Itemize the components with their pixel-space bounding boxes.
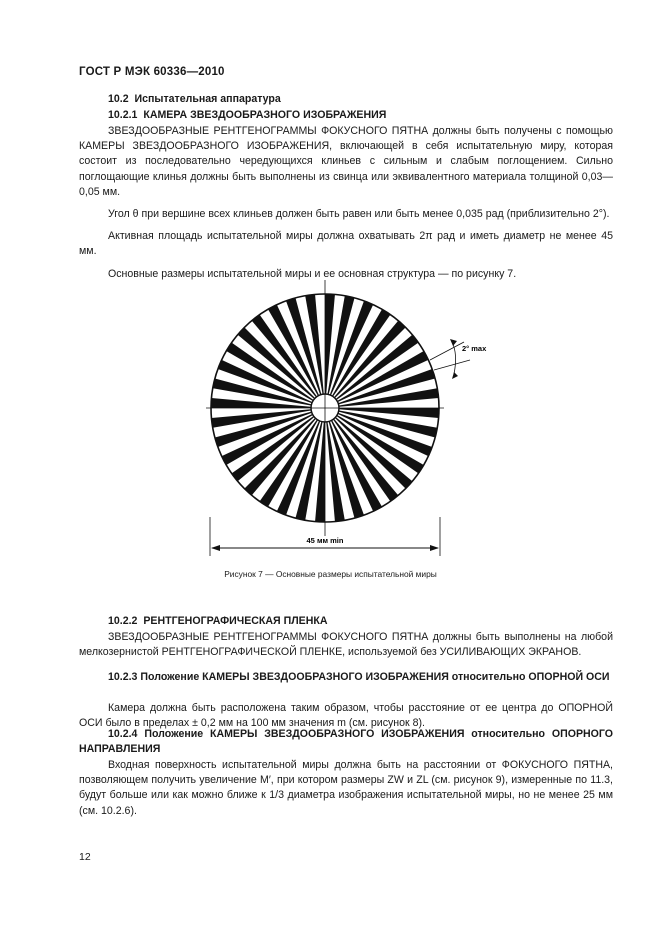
section-10-2-4-body: Входная поверхность испытательной миры должна быть на расстоянии от ФОКУСНОГО ПЯТНА, позволяющем получить увеличение M′, при котором размеры ZW и ZL (см. рисунок 9), измеренные по 11.3, будут больше или как можно ближе к 1/3 диаметра изображения испытательной миры, но не менее 25 мм (см. 10.2.6). [79,759,613,817]
section-number: 10.2 [108,93,129,105]
angle-label: 2° max [462,344,487,353]
section-10-2-1-body [79,124,613,282]
document-header: ГОСТ Р МЭК 60336—2010 [79,66,225,78]
section-title: Положение КАМЕРЫ ЗВЕЗДООБРАЗНОГО ИЗОБРАЖЕНИЯ относительно ОПОРНОЙ ОСИ [140,671,610,683]
page-number: 12 [79,851,91,863]
section-title: Испытательная аппаратура [134,93,281,105]
section-title: РЕНТГЕНОГРАФИЧЕСКАЯ ПЛЕНКА [143,615,328,627]
angle-dimension-line-lower [434,360,470,370]
paragraph: Угол θ при вершине всех клиньев должен быть равен или быть менее 0,035 рад (приблизительно 2°). [108,208,610,221]
section-10-2-3-body: Камера должна быть расположена таким образом, чтобы расстояние от ее центра до ОПОРНОЙ ОСИ было в пределах ± 0,2 мм на 100 мм значения m (см. рисунок 8). [79,702,613,730]
section-title: Положение КАМЕРЫ ЗВЕЗДООБРАЗНОГО ИЗОБРАЖЕНИЯ относительно ОПОРНОГО НАПРАВЛЕНИЯ [79,728,614,756]
paragraph: Основные размеры испытательной миры и ее основная структура — по рисунку 7. [108,267,517,280]
diameter-label: 45 мм min [306,536,344,545]
absorbing-wedge [325,408,439,418]
section-title: КАМЕРА ЗВЕЗДООБРАЗНОГО ИЗОБРАЖЕНИЯ [143,109,387,121]
absorbing-wedge [211,398,325,408]
paragraph: ЗВЕЗДООБРАЗНЫЕ РЕНТГЕНОГРАММЫ ФОКУСНОГО ПЯТНА должны быть получены с помощью КАМЕРЫ ЗВЕЗДООБРАЗНОГО ИЗОБРАЖЕНИЯ, включающей в себя испытательную миру, которая состоит из последовательно чередующихся клиньев с сильным и слабым поглощением. Сильно поглощающие клинья должны быть выполнены из свинца или эквивалентного материала толщиной 0,03—0,05 мм. [79,125,613,198]
absorbing-wedge [325,294,335,408]
section-10-2-2-heading [108,614,327,629]
section-10-2-2-body: ЗВЕЗДООБРАЗНЫЕ РЕНТГЕНОГРАММЫ ФОКУСНОГО ПЯТНА должны быть выполнены на любой мелкозернистой РЕНТГЕНОГРАФИЧЕСКОЙ ПЛЕНКЕ, используемой без УСИЛИВАЮЩИХ ЭКРАНОВ. [79,631,613,659]
section-10-2-1-heading [108,108,386,123]
angle-dimension-line-upper [430,342,464,360]
section-number: 10.2.1 [108,109,138,121]
angle-arrow-lower [452,372,458,379]
section-number: 10.2.2 [108,615,138,627]
dimension-arrow-right [430,545,439,551]
section-10-2-3-heading [79,670,613,685]
star-test-pattern-figure [190,280,510,560]
section-number: 10.2.4 [108,728,138,740]
section-10-2-4-heading [79,727,613,757]
section-10-2-heading [108,92,281,107]
angle-arrow-upper [450,339,457,346]
paragraph: Активная площадь испытательной миры должна охватывать 2π рад и иметь диаметр не менее 45 мм. [79,230,613,258]
absorbing-wedge [315,408,325,522]
figure-caption: Рисунок 7 — Основные размеры испытательной миры [224,569,437,579]
dimension-arrow-left [211,545,220,551]
section-number: 10.2.3 [108,671,138,683]
